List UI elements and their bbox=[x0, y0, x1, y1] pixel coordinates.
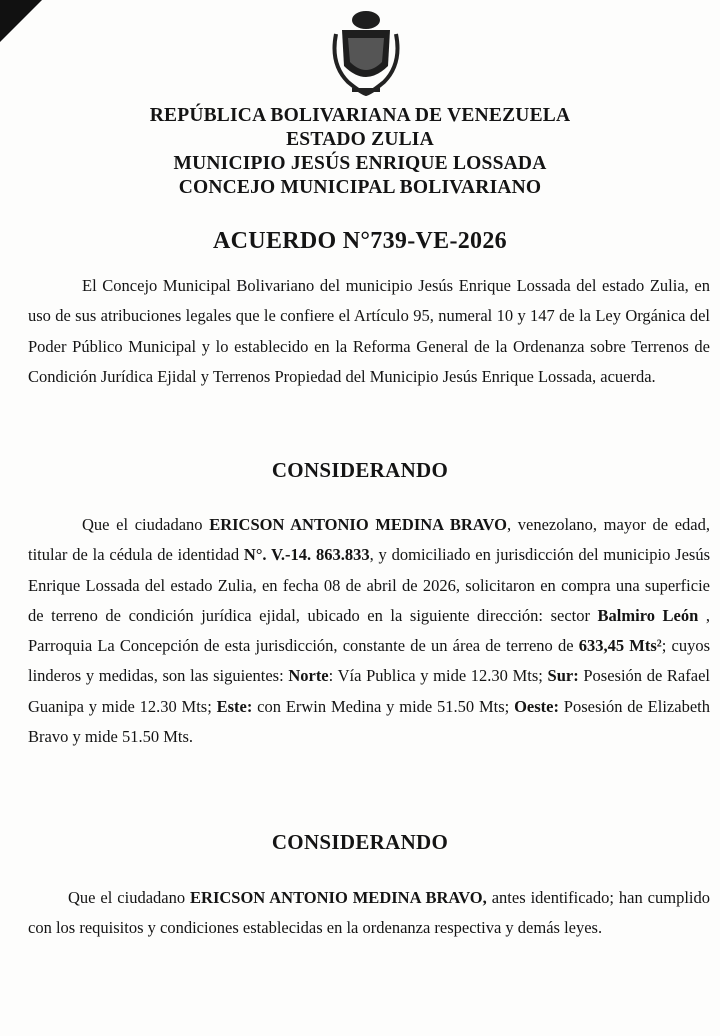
citizen-name: ERICSON ANTONIO MEDINA BRAVO bbox=[209, 515, 507, 534]
text: , Parroquia La Concepción de esta jurisdicción, constante de un área de terreno de bbox=[28, 605, 711, 656]
intro-paragraph bbox=[28, 271, 710, 392]
municipality-line: MUNICIPIO JESÚS ENRIQUE LOSSADA bbox=[173, 153, 547, 174]
text: Que el ciudadano bbox=[68, 888, 191, 907]
boundary-south-label: Sur: bbox=[547, 666, 579, 686]
text: con Erwin Medina y mide 51.50 Mts; bbox=[252, 696, 515, 716]
agreement-title: ACUERDO N°739-VE-2026 bbox=[213, 228, 507, 254]
considerando-paragraph-2 bbox=[28, 883, 710, 944]
text: , venezolano, mayor de edad, titular de la cédula de identidad bbox=[28, 515, 710, 565]
text: Posesión de Rafael Guanipa y mide 12.30 Mts; bbox=[28, 666, 710, 716]
intro-text: El Concejo Municipal Bolivariano del municipio Jesús Enrique Lossada del estado Zulia, en uso de sus atribuciones legales que le confiere el Artículo 95, numeral 10 y 147 de la Ley Orgánica del Poder Público Municipal y lo establecido en la Reforma General de la Ordenanza sobre Terrenos de Condición Jurídica Ejidal y Terrenos Propiedad del Municipio Jesús Enrique Lossada, acuerda. bbox=[28, 276, 710, 386]
boundary-west-label: Oeste: bbox=[514, 696, 559, 716]
land-area: 633,45 Mts² bbox=[578, 636, 662, 656]
text: ; cuyos linderos y medidas, son las siguientes: bbox=[28, 636, 710, 686]
state-line: ESTADO ZULIA bbox=[286, 129, 434, 150]
coat-of-arms-seal bbox=[326, 4, 406, 96]
considerando-paragraph-1 bbox=[28, 510, 710, 752]
considerando-heading-2: CONSIDERANDO bbox=[271, 830, 449, 854]
text: Posesión de Elizabeth Bravo y mide 51.50 Mts. bbox=[28, 696, 710, 747]
considerando-heading-1: CONSIDERANDO bbox=[271, 458, 449, 482]
id-number: N°. V.-14. 863.833 bbox=[243, 545, 370, 565]
boundary-north-label: Norte bbox=[288, 666, 329, 686]
text: , y domiciliado en jurisdicción del municipio Jesús Enrique Lossada del estado Zulia, en fecha 08 de abril de 2026, solicitaron en compra una superficie de terreno de condición jurídica ejidal, ubicado en la siguiente dirección: sector bbox=[28, 545, 710, 625]
boundary-east-label: Este: bbox=[216, 696, 253, 716]
sector-name: Balmiro León bbox=[597, 605, 699, 625]
text: antes identificado; han cumplido con los requisitos y condiciones establecidas en la ordenanza respectiva y demás leyes. bbox=[28, 888, 710, 938]
citizen-name: ERICSON ANTONIO MEDINA BRAVO, bbox=[190, 888, 487, 907]
letterhead bbox=[0, 104, 720, 200]
republic-line: REPÚBLICA BOLIVARIANA DE VENEZUELA bbox=[149, 105, 571, 126]
scan-corner-artifact bbox=[0, 0, 42, 42]
text: Que el ciudadano bbox=[82, 515, 210, 534]
text: : Vía Publica y mide 12.30 Mts; bbox=[328, 666, 548, 686]
council-line: CONCEJO MUNICIPAL BOLIVARIANO bbox=[178, 177, 542, 198]
